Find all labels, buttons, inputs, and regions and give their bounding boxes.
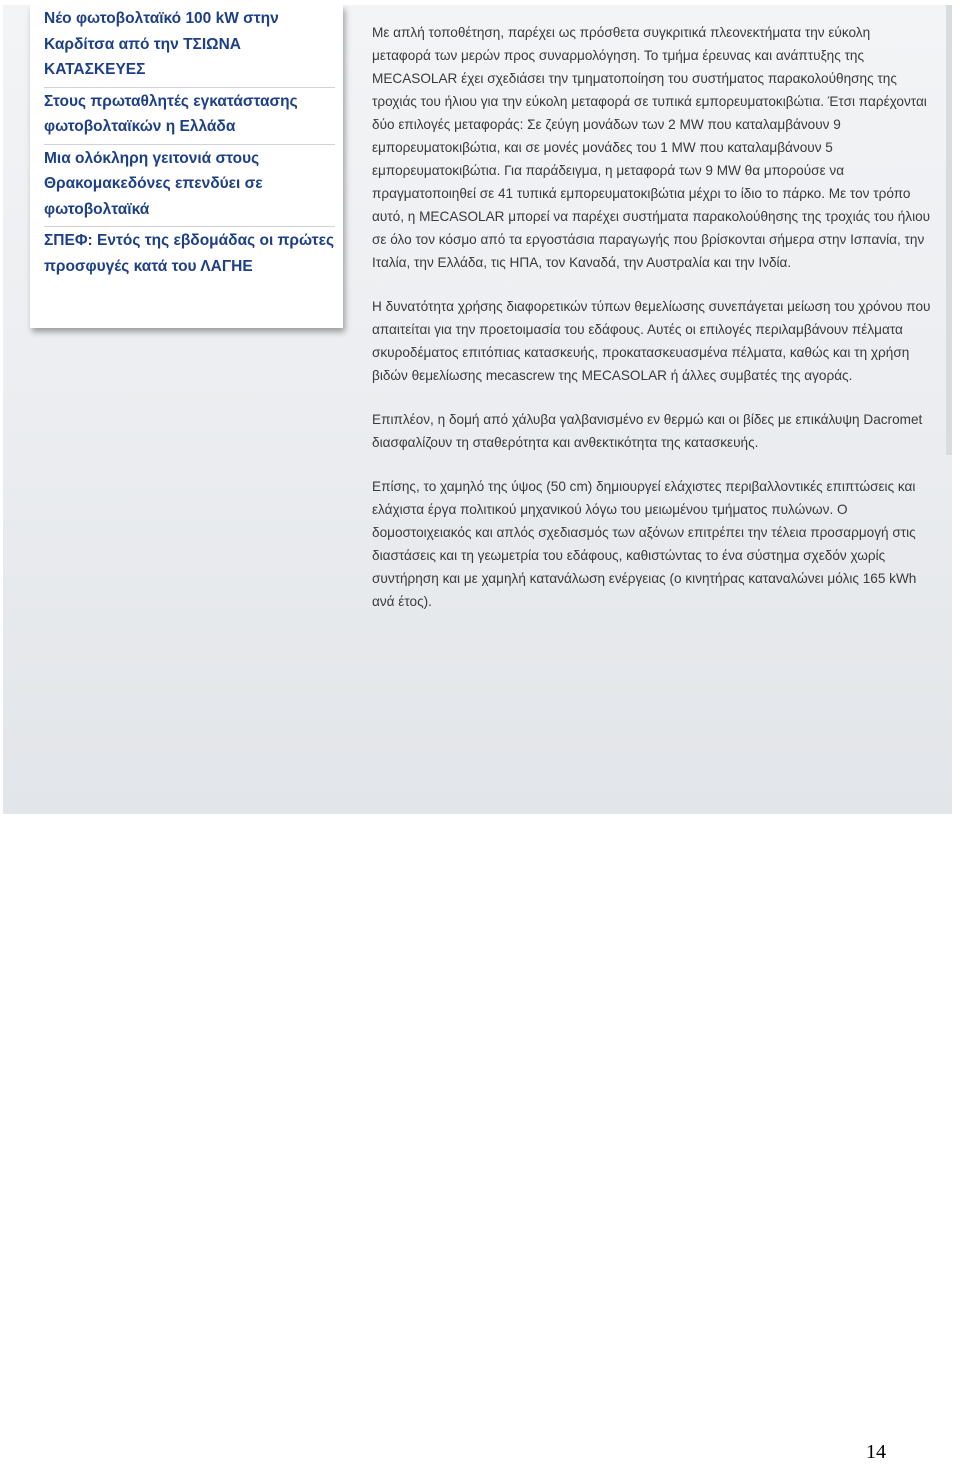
article-paragraph: Επιπλέον, η δομή από χάλυβα γαλβανισμένο εν θερμώ και οι βίδες με επικάλυψη Dacromet διασφαλίζουν τη σταθερότητα και ανθεκτικότητα της κατασκευής. xyxy=(372,412,923,450)
page-number: 14 xyxy=(866,1441,886,1463)
related-news-sidebar xyxy=(30,5,343,328)
article-paragraph: Επίσης, το χαμηλό της ύψος (50 cm) δημιουργεί ελάχιστες περιβαλλοντικές επιπτώσεις και ελάχιστα έργα πολιτικού μηχανικού λόγω του μειωμένου τμήματος πυλώνων. Ο δομοστοιχειακός και απλός σχεδιασμός των αξόνων επιτρέπει την τέλεια προσαρμογή στις διαστάσεις και τη γεωμετρία του εδάφους, καθιστώντας το ένα σύστημα σχεδόν χωρίς συντήρηση και με χαμηλή κατανάλωση ενέργειας (ο κινητήρας καταναλώνει μόλις 165 kWh ανά έτος). xyxy=(372,479,917,609)
related-news-link[interactable]: Στους πρωταθλητές εγκατάστασης φωτοβολταϊκών η Ελλάδα xyxy=(44,88,335,145)
related-news-link[interactable]: ΣΠΕΦ: Εντός της εβδομάδας οι πρώτες προσφυγές κατά του ΛΑΓΗΕ xyxy=(44,232,335,275)
article-body xyxy=(372,21,932,634)
related-news-link[interactable]: Νέο φωτοβολταϊκό 100 kW στην Καρδίτσα από την ΤΣΙΩΝΑ ΚΑΤΑΣΚΕΥΕΣ xyxy=(44,5,335,88)
embedded-webpage-screenshot xyxy=(3,5,952,814)
article-paragraph: Η δυνατότητα χρήσης διαφορετικών τύπων θεμελίωσης συνεπάγεται μείωση του χρόνου που απαιτείται για την προετοιμασία του εδάφους. Αυτές οι επιλογές περιλαμβάνουν πέλματα σκυροδέματος επιτόπιας κατασκευής, προκατασκευασμένα πέλματα, καθώς και τη χρήση βιδών θεμελίωσης mecascrew της MECASOLAR ή άλλες συμβατές της αγοράς. xyxy=(372,299,931,383)
related-news-list xyxy=(30,5,343,283)
related-news-link[interactable]: Μια ολόκληρη γειτονιά στους Θρακομακεδόνες επενδύει σε φωτοβολταϊκά xyxy=(44,145,335,228)
article-paragraph: Με απλή τοποθέτηση, παρέχει ως πρόσθετα συγκριτικά πλεονεκτήματα την εύκολη μεταφορά των μερών προς συναρμολόγηση. Το τμήμα έρευνας και ανάπτυξης της MECASOLAR έχει σχεδιάσει την τμηματοποίηση του συστήματος παρακολούθησης της τροχιάς του ήλιου για την εύκολη μεταφορά σε τυπικά εμπορευματοκιβώτια. Έτσι παρέχονται δύο επιλογές μεταφοράς: Σε ζεύγη μονάδων των 2 MW που καταλαμβάνουν 9 εμπορευματοκιβώτια, και σε μονές μονάδες του 1 MW που καταλαμβάνουν 5 εμπορευματοκιβώτια. Για παράδειγμα, η μεταφορά των 9 MW θα μπορούσε να πραγματοποιηθεί σε 41 τυπικά εμπορευματοκιβώτια μέχρι το ίδιο το πάρκο. Με τον τρόπο αυτό, η MECASOLAR μπορεί να παρέχει συστήματα παρακολούθησης της τροχιάς του ήλιου σε όλο τον κόσμο από τα εργοστάσια παραγωγής που βρίσκονται σήμερα στην Ισπανία, την Ιταλία, την Ελλάδα, τις ΗΠΑ, τον Καναδά, την Αυστραλία και την Ινδία. xyxy=(372,25,931,270)
